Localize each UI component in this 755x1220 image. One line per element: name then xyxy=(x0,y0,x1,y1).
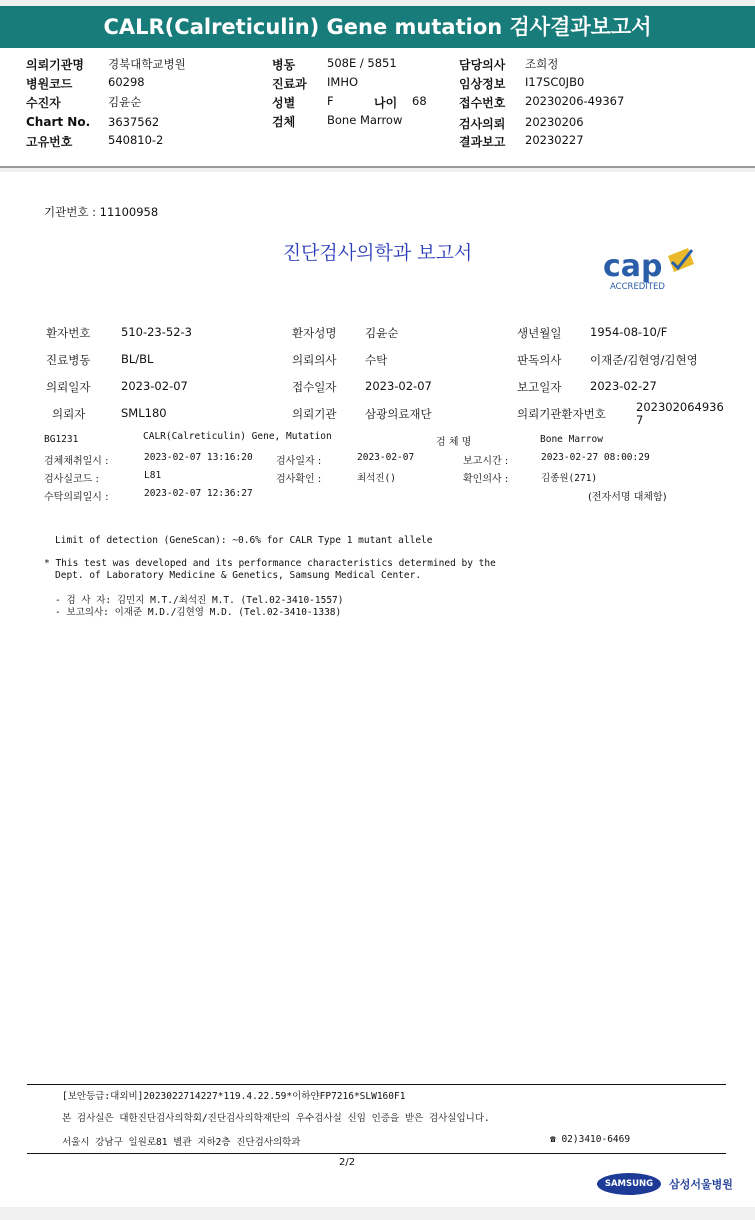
header-value: 김윤순 xyxy=(108,95,142,109)
staff-line: - 검 사 자: 김민지 M.T./최석진 M.T. (Tel.02-3410-1557) xyxy=(55,595,344,606)
header-key: 수진자 xyxy=(26,96,61,110)
row-value: 2023-02-27 08:00:29 xyxy=(541,452,650,463)
samsung-logo: SAMSUNG xyxy=(597,1173,661,1195)
samsung-hospital-logo xyxy=(597,1173,733,1195)
header-key: Chart No. xyxy=(26,115,91,129)
page-number: 2/2 xyxy=(339,1157,356,1168)
info-value: SML180 xyxy=(121,406,167,420)
esign-note: (전자서명 대체함) xyxy=(588,492,667,503)
header-key: 담당의사 xyxy=(459,58,506,72)
header-key: 병동 xyxy=(272,58,296,72)
test-name: CALR(Calreticulin) Gene, Mutation xyxy=(143,431,332,442)
header-value: 20230206 xyxy=(525,115,584,129)
header-value: 540810-2 xyxy=(108,133,164,147)
header-value: IMHO xyxy=(327,75,359,89)
row-value: 최석진() xyxy=(357,473,396,484)
row-key: 검사일자 : xyxy=(276,456,322,467)
header-value: F xyxy=(327,94,334,108)
header-key: 임상정보 xyxy=(459,77,506,91)
report-title-bar xyxy=(0,6,755,48)
note-line: Dept. of Laboratory Medicine & Genetics, Samsung Medical Center. xyxy=(55,570,422,581)
info-value: BL/BL xyxy=(121,352,154,366)
info-key: 의뢰기관환자번호 xyxy=(517,407,606,421)
info-value: 수탁 xyxy=(365,353,388,367)
row-value: L81 xyxy=(144,470,162,481)
specimen-label: 검 체 명 xyxy=(436,437,472,448)
row-key: 검사실코드 : xyxy=(44,474,99,485)
certification-line: 본 검사실은 대한진단검사의학회/진단검사의학재단의 우수검사실 신임 인증을 받은 검사실입니다. xyxy=(62,1113,490,1124)
header-value: 20230227 xyxy=(525,133,584,147)
info-key: 환자번호 xyxy=(46,326,91,340)
info-key: 생년월일 xyxy=(517,326,562,340)
header-key: 검체 xyxy=(272,115,296,129)
address-line: 서울시 강남구 일원로81 별관 지하2층 진단검사의학과 xyxy=(62,1137,301,1148)
header-value: I17SC0JB0 xyxy=(525,75,585,89)
svg-text:cap: cap xyxy=(603,249,663,284)
row-key: 검체채취일시 : xyxy=(44,456,109,467)
row-key: 확인의사 : xyxy=(463,474,509,485)
staff-line: - 보고의사: 이재준 M.D./김현영 M.D. (Tel.02-3410-1338) xyxy=(55,607,342,618)
info-key: 보고일자 xyxy=(517,380,562,394)
info-key: 의뢰일자 xyxy=(46,380,91,394)
security-line: [보안등급:대외비]2023022714227*119.4.22.59*이하얀FP7216*SLW160F1 xyxy=(62,1091,406,1102)
row-key: 보고시간 : xyxy=(463,456,509,467)
header-key: 결과보고 xyxy=(459,135,506,149)
row-value: 김종원(271) xyxy=(541,473,598,484)
info-key: 의뢰기관 xyxy=(292,407,337,421)
header-value: 508E / 5851 xyxy=(327,56,397,70)
info-value: 이재준/김현영/김현영 xyxy=(590,353,698,367)
header-key: 검사의뢰 xyxy=(459,117,506,131)
header-value: 60298 xyxy=(108,75,145,89)
info-value: 510-23-52-3 xyxy=(121,325,192,339)
bottom-margin xyxy=(0,1207,755,1220)
header-value: 68 xyxy=(412,94,427,108)
svg-text:ACCREDITED: ACCREDITED xyxy=(610,282,665,292)
info-value: 김윤순 xyxy=(365,326,399,340)
header-key: 고유번호 xyxy=(26,135,73,149)
header-value: 경북대학교병원 xyxy=(108,57,186,71)
header-value: 3637562 xyxy=(108,115,160,129)
header-key: 성별 xyxy=(272,96,296,110)
info-key: 의뢰의사 xyxy=(292,353,337,367)
info-key: 환자성명 xyxy=(292,326,337,340)
header-value: 조희정 xyxy=(525,57,559,71)
info-key: 판독의사 xyxy=(517,353,562,367)
row-value: 2023-02-07 13:16:20 xyxy=(144,452,253,463)
info-key: 진료병동 xyxy=(46,353,91,367)
row-key: 검사확인 : xyxy=(276,474,322,485)
note-line: * This test was developed and its performance characteristics determined by the xyxy=(44,558,496,569)
info-value: 1954-08-10/F xyxy=(590,325,668,339)
header-key: 의뢰기관명 xyxy=(26,58,84,72)
cap-accredited-logo xyxy=(600,246,700,294)
info-value: 2023-02-07 xyxy=(121,379,188,393)
info-value: 2023-02-07 xyxy=(365,379,432,393)
header-value: 20230206-49367 xyxy=(525,94,625,108)
hospital-name: 삼성서울병원 xyxy=(669,1178,733,1191)
row-key: 수탁의뢰일시 : xyxy=(44,492,109,503)
info-value: 2023-02-27 xyxy=(590,379,657,393)
lab-report-title: 진단검사의학과 보고서 xyxy=(282,242,473,264)
specimen-value: Bone Marrow xyxy=(540,434,603,445)
info-value: 삼광의료재단 xyxy=(365,407,432,421)
info-value: 202302064936 xyxy=(636,400,724,414)
info-value-wrap: 7 xyxy=(636,413,644,427)
report-title: CALR(Calreticulin) Gene mutation 검사결과보고서 xyxy=(103,15,652,39)
header-key: 나이 xyxy=(374,96,398,110)
phone-line: ☎ 02)3410-6469 xyxy=(550,1134,631,1145)
test-code: BG1231 xyxy=(44,434,79,445)
footer-divider xyxy=(27,1153,726,1154)
header-key: 접수번호 xyxy=(459,96,506,110)
header-key: 병원코드 xyxy=(26,77,73,91)
detection-limit: Limit of detection (GeneScan): ~0.6% for CALR Type 1 mutant allele xyxy=(55,535,433,546)
row-value: 2023-02-07 12:36:27 xyxy=(144,488,253,499)
header-value: Bone Marrow xyxy=(327,113,403,127)
report-header xyxy=(0,48,755,168)
info-key: 접수일자 xyxy=(292,380,337,394)
institution-number: 기관번호 : 11100958 xyxy=(44,205,159,219)
footer-divider xyxy=(27,1084,726,1085)
row-value: 2023-02-07 xyxy=(357,452,415,463)
info-key: 의뢰자 xyxy=(52,407,86,421)
header-key: 진료과 xyxy=(272,77,307,91)
